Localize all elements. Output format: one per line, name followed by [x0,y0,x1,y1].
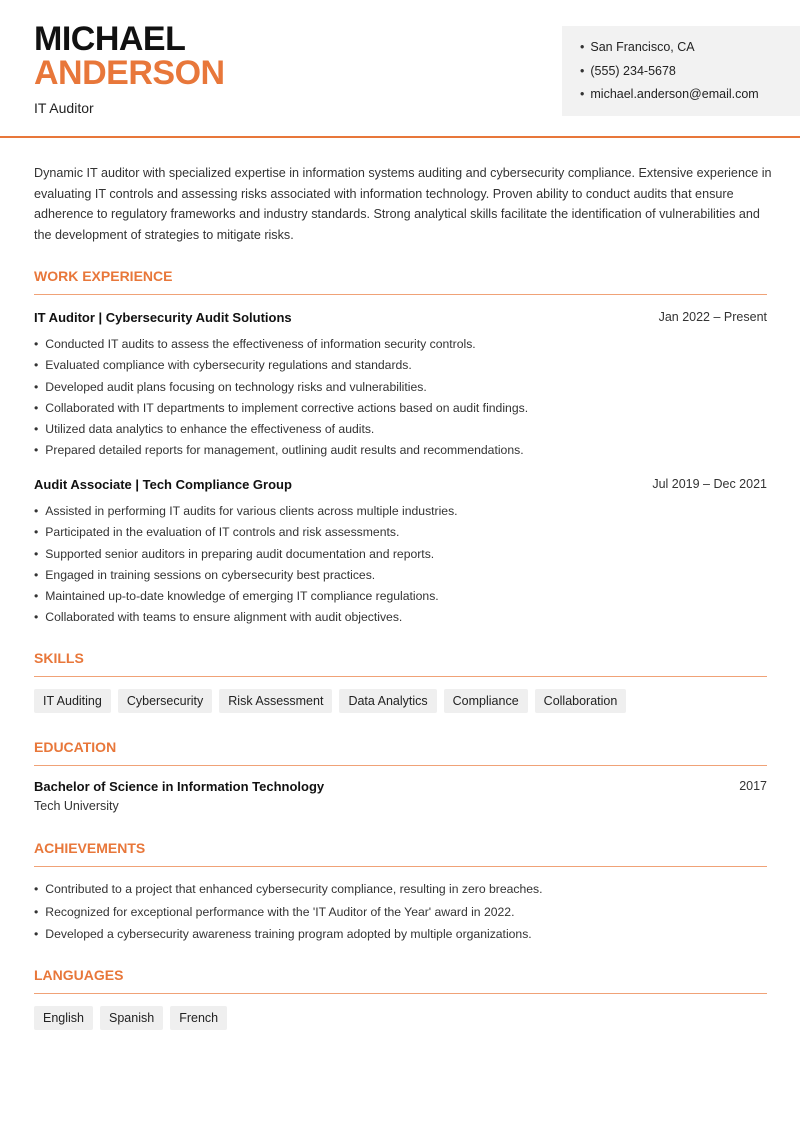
list-item: • Evaluated compliance with cybersecurity regulations and standards. [34,356,767,377]
list-item: • Participated in the evaluation of IT controls and risk assessments. [34,523,767,544]
education-degree: Bachelor of Science in Information Technology [34,779,325,794]
contact-phone: • (555) 234-5678 [580,62,800,86]
list-item: • Collaborated with IT departments to implement corrective actions based on audit findings. [34,399,767,420]
education-school: Tech University [34,799,119,813]
education-year: 2017 [739,779,767,793]
job-bullets [34,335,767,463]
contact-box [562,26,800,116]
section-title-education: EDUCATION [34,739,767,766]
job-date: Jan 2022 – Present [658,310,767,324]
list-item: • Prepared detailed reports for management, outlining audit results and recommendations. [34,441,767,462]
list-item: • Recognized for exceptional performance with the 'IT Auditor of the Year' award in 2022. [34,903,767,926]
list-item: • Developed a cybersecurity awareness training program adopted by multiple organizations. [34,925,767,948]
skill-tag: IT Auditing [34,689,111,713]
achievements-list [34,880,767,948]
list-item: • Assisted in performing IT audits for various clients across multiple industries. [34,502,767,523]
section-title-achievements: ACHIEVEMENTS [34,840,767,867]
language-tag: French [170,1006,227,1030]
skill-tag: Collaboration [535,689,627,713]
section-title-work: WORK EXPERIENCE [34,268,767,295]
list-item: • Engaged in training sessions on cybersecurity best practices. [34,566,767,587]
job-bullets [34,502,767,630]
resume-header [0,0,800,138]
languages-list [34,1006,227,1030]
skill-tag: Risk Assessment [219,689,332,713]
job-role: IT Auditor [34,100,94,116]
skills-list [34,689,626,713]
first-name: MICHAEL [34,20,186,58]
skill-tag: Cybersecurity [118,689,212,713]
candidate-name [34,22,225,90]
last-name: ANDERSON [34,54,225,92]
list-item: • Collaborated with teams to ensure alignment with audit objectives. [34,608,767,629]
job-title: Audit Associate | Tech Compliance Group [34,477,292,492]
language-tag: Spanish [100,1006,163,1030]
list-item: • Conducted IT audits to assess the effectiveness of information security controls. [34,335,767,356]
section-title-languages: LANGUAGES [34,967,767,994]
list-item: • Contributed to a project that enhanced cybersecurity compliance, resulting in zero breaches. [34,880,767,903]
skill-tag: Data Analytics [339,689,436,713]
list-item: • Maintained up-to-date knowledge of emerging IT compliance regulations. [34,587,767,608]
skill-tag: Compliance [444,689,528,713]
list-item: • Supported senior auditors in preparing audit documentation and reports. [34,545,767,566]
list-item: • Developed audit plans focusing on technology risks and vulnerabilities. [34,378,767,399]
language-tag: English [34,1006,93,1030]
section-title-skills: SKILLS [34,650,767,677]
contact-location: • San Francisco, CA [580,38,800,62]
job-title: IT Auditor | Cybersecurity Audit Solutions [34,310,292,325]
professional-summary: Dynamic IT auditor with specialized expertise in information systems auditing and cybersecurity compliance. Extensive experience in evaluating IT controls and assessing risks associated with information technology. Proven ability to conduct audits that ensure adherence to regulatory frameworks and industry standards. Strong analytical skills facilitate the identification of vulnerabilities and the development of strategies to mitigate risks. [34,166,772,243]
contact-email: • michael.anderson@email.com [580,85,800,109]
job-date: Jul 2019 – Dec 2021 [652,477,767,491]
list-item: • Utilized data analytics to enhance the effectiveness of audits. [34,420,767,441]
